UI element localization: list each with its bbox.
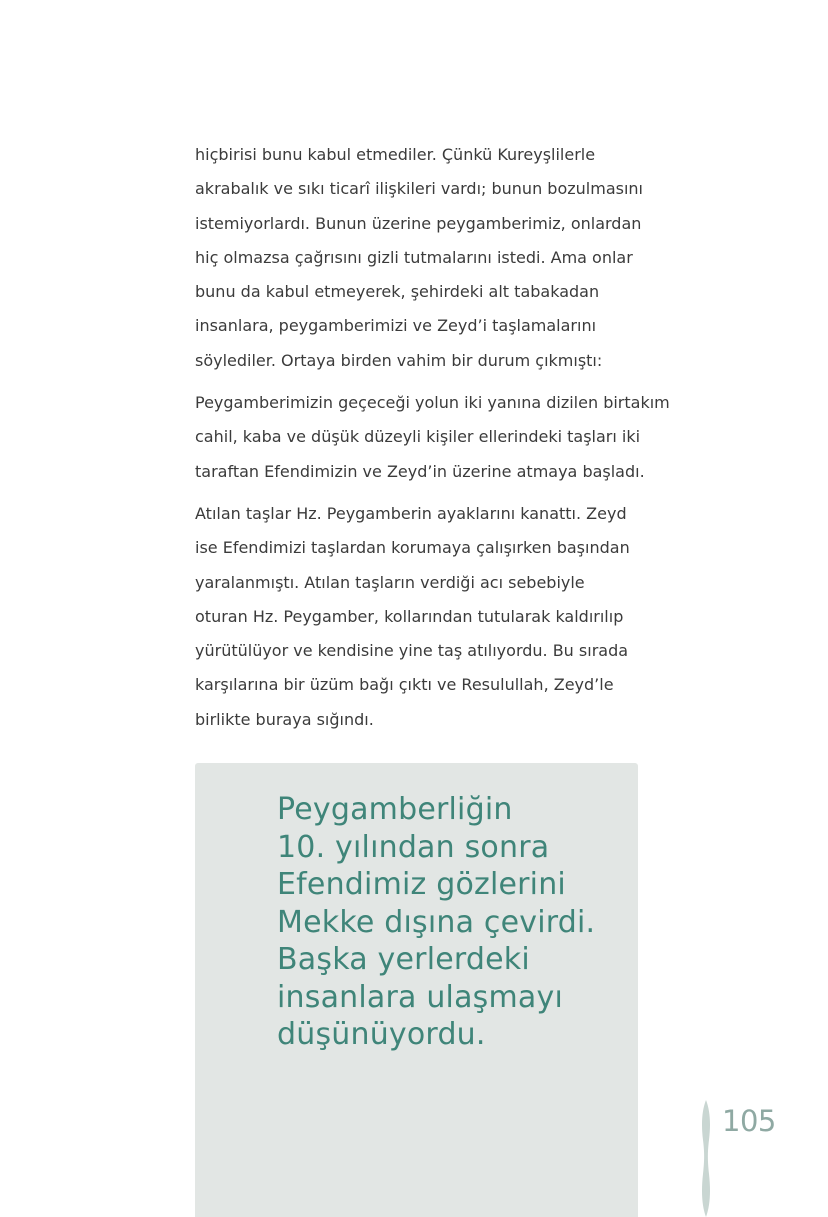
paragraph-2 xyxy=(195,386,690,489)
pull-quote-line: Mekke dışına çevirdi. xyxy=(277,904,596,940)
text-line: söylediler. Ortaya birden vahim bir durum çıkmıştı: xyxy=(195,350,603,370)
pull-quote-line: Başka yerlerdeki xyxy=(277,942,530,977)
text-line: oturan Hz. Peygamber, kollarından tutularak kaldırılıp xyxy=(195,606,624,626)
paragraph-1 xyxy=(195,138,690,378)
text-line: birlikte buraya sığındı. xyxy=(195,709,374,729)
text-line: karşılarına bir üzüm bağı çıktı ve Resulullah, Zeyd’le xyxy=(195,675,614,695)
page-marker-shape xyxy=(702,1100,710,1217)
text-line: ise Efendimizi taşlardan korumaya çalışırken başından xyxy=(195,538,630,558)
paragraph-3 xyxy=(195,497,690,737)
text-line: cahil, kaba ve düşük düzeyli kişiler ellerindeki taşları iki xyxy=(195,427,641,447)
pull-quote-line: insanlara ulaşmayı xyxy=(277,979,564,1015)
text-line: yürütülüyor ve kendisine yine taş atılıyordu. Bu sırada xyxy=(195,641,629,661)
page-number: 105 xyxy=(722,1104,776,1138)
text-line: yaralanmıştı. Atılan taşların verdiği acı sebebiyle xyxy=(195,572,585,592)
pull-quote-line: Peygamberliğin xyxy=(277,792,513,827)
pull-quote-line: 10. yılından sonra xyxy=(277,829,550,865)
text-line: bunu da kabul etmeyerek, şehirdeki alt tabakadan xyxy=(195,282,600,302)
text-line: istemiyorlardı. Bunun üzerine peygamberimiz, onlardan xyxy=(195,213,642,233)
text-line: hiçbirisi bunu kabul etmediler. Çünkü Kureyşlilerle xyxy=(195,145,596,164)
body-text xyxy=(195,138,690,745)
text-line: taraftan Efendimizin ve Zeyd’in üzerine atmaya başladı. xyxy=(195,461,645,481)
text-line: akrabalık ve sıkı ticarî ilişkileri vardı; bunun bozulmasını xyxy=(195,179,643,199)
pull-quote-box xyxy=(195,763,638,1217)
page-marker-ornament xyxy=(698,1100,714,1217)
text-line: Peygamberimizin geçeceği yolun iki yanına dizilen birtakım xyxy=(195,393,670,413)
pull-quote-text xyxy=(277,791,627,1054)
text-line: insanlara, peygamberimizi ve Zeyd’i taşlamalarını xyxy=(195,316,597,336)
pull-quote-line: Efendimiz gözlerini xyxy=(277,867,566,902)
text-line: Atılan taşlar Hz. Peygamberin ayaklarını kanattı. Zeyd xyxy=(195,503,627,523)
text-line: hiç olmazsa çağrısını gizli tutmalarını istedi. Ama onlar xyxy=(195,247,633,267)
pull-quote-line: düşünüyordu. xyxy=(277,1017,486,1052)
